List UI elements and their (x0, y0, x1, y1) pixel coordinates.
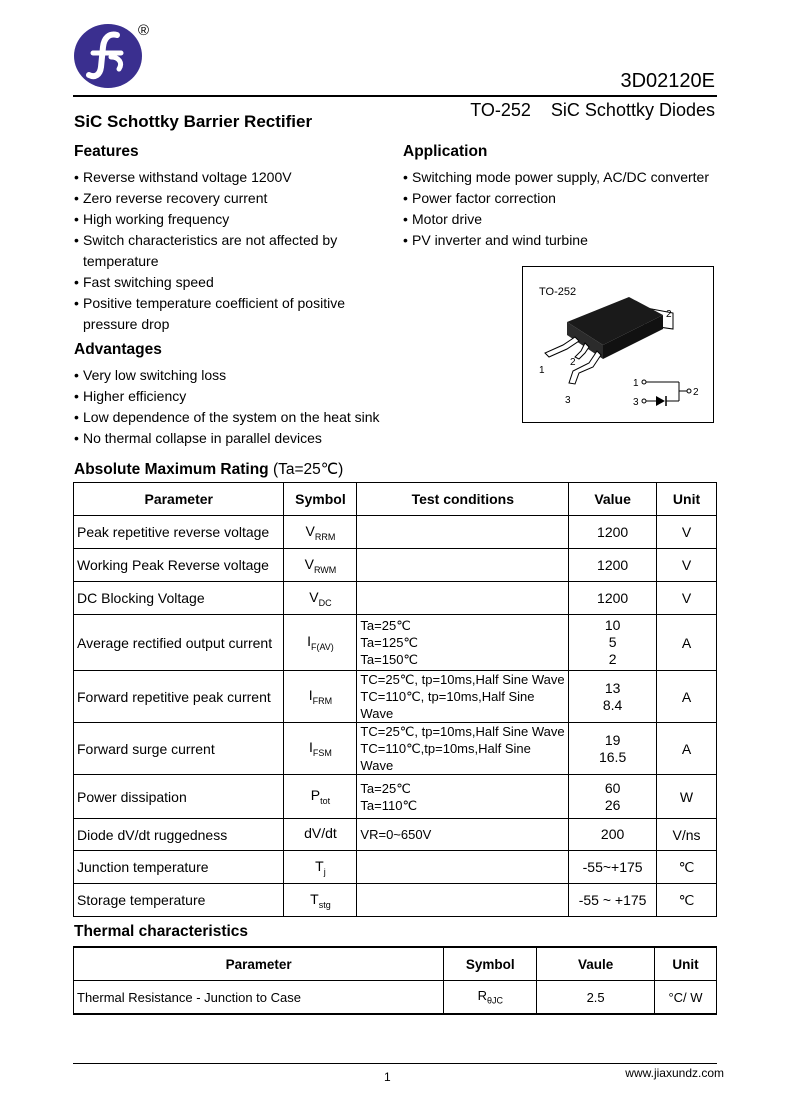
unit-cell: A (657, 671, 717, 723)
param-cell: Power dissipation (74, 775, 284, 819)
list-item: • No thermal collapse in parallel devices (74, 428, 404, 449)
svg-text:3: 3 (633, 397, 639, 408)
unit-cell: W (657, 775, 717, 819)
symbol-cell: dV/dt (284, 819, 357, 851)
param-cell: Peak repetitive reverse voltage (74, 516, 284, 549)
table-row (74, 851, 717, 884)
table-row (74, 981, 717, 1015)
test-conditions-cell: VR=0~650V (357, 819, 569, 851)
value-cell: 13 8.4 (569, 671, 657, 723)
package-title: TO-252 SiC Schottky Diodes (470, 100, 715, 120)
unit-cell: °C/ W (655, 981, 717, 1015)
test-conditions-cell (357, 549, 569, 582)
col-header: Vaule (537, 947, 655, 981)
value-cell: 2.5 (537, 981, 655, 1015)
test-conditions-cell (357, 884, 569, 917)
symbol-cell: $R_{\theta JC}$ (444, 981, 537, 1015)
svg-text:2: 2 (570, 357, 576, 368)
test-conditions-cell: TC=25℃, tp=10ms,Half Sine Wave TC=110℃, tp=10ms,Half Sine Wave (357, 671, 569, 723)
param-cell: DC Blocking Voltage (74, 582, 284, 615)
col-header: Value (569, 483, 657, 516)
param-cell: Thermal Resistance - Junction to Case (74, 981, 444, 1015)
param-cell: Junction temperature (74, 851, 284, 884)
symbol-cell: $V_{RRM}$ (284, 516, 357, 549)
test-conditions-cell: TC=25℃, tp=10ms,Half Sine Wave TC=110℃,tp=10ms,Half Sine Wave (357, 723, 569, 775)
unit-cell: ℃ (657, 884, 717, 917)
symbol-cell: $T_j$ (284, 851, 357, 884)
test-conditions-cell (357, 582, 569, 615)
package-illustration (522, 266, 714, 423)
list-item: • Reverse withstand voltage 1200V (74, 167, 404, 188)
symbol-cell: $T_{stg}$ (284, 884, 357, 917)
value-cell: 60 26 (569, 775, 657, 819)
col-header: Parameter (74, 947, 444, 981)
amr-title: Absolute Maximum Rating (Ta=25℃) (74, 461, 344, 478)
list-item: • Zero reverse recovery current (74, 188, 404, 209)
test-conditions-cell: Ta=25℃ Ta=110℃ (357, 775, 569, 819)
page-number: 1 (384, 1070, 391, 1084)
package-label: TO-252 (539, 286, 577, 298)
table-row (74, 549, 717, 582)
symbol-cell: $P_{tot}$ (284, 775, 357, 819)
value-cell: -55~+175 (569, 851, 657, 884)
list-item: • Switch characteristics are not affected by temperature (74, 230, 343, 272)
thermal-title: Thermal characteristics (74, 923, 249, 940)
col-header: Unit (655, 947, 717, 981)
value-cell: 200 (569, 819, 657, 851)
value-cell: 19 16.5 (569, 723, 657, 775)
table-row (74, 582, 717, 615)
table-row (74, 819, 717, 851)
svg-text:3: 3 (565, 395, 571, 406)
advantages-heading: Advantages (74, 341, 162, 358)
table-header-row (74, 947, 717, 981)
list-item: • Switching mode power supply, AC/DC converter (403, 167, 723, 188)
website-link[interactable]: www.jiaxundz.com (625, 1066, 724, 1080)
test-conditions-cell: Ta=25℃ Ta=125℃ Ta=150℃ (357, 615, 569, 671)
col-header: Symbol (444, 947, 537, 981)
unit-cell: V (657, 549, 717, 582)
test-conditions-cell (357, 851, 569, 884)
unit-cell: V (657, 582, 717, 615)
list-item: • Fast switching speed (74, 272, 404, 293)
param-cell: Storage temperature (74, 884, 284, 917)
advantages-list (74, 365, 404, 449)
list-item: • Higher efficiency (74, 386, 404, 407)
table-row (74, 775, 717, 819)
col-header: Parameter (74, 483, 284, 516)
value-cell: 1200 (569, 516, 657, 549)
svg-text:1: 1 (633, 378, 639, 389)
symbol-cell: $I_{FSM}$ (284, 723, 357, 775)
symbol-cell: $I_{FRM}$ (284, 671, 357, 723)
unit-cell: V/ns (657, 819, 717, 851)
thermal-table (73, 946, 717, 1015)
document-title: SiC Schottky Barrier Rectifier (74, 112, 313, 131)
list-item: • Low dependence of the system on the heat sink (74, 407, 404, 428)
col-header: Symbol (284, 483, 357, 516)
symbol-cell: $V_{RWM}$ (284, 549, 357, 582)
table-row (74, 723, 717, 775)
svg-text:2: 2 (693, 387, 699, 398)
table-row (74, 615, 717, 671)
param-cell: Forward repetitive peak current (74, 671, 284, 723)
header-rule (73, 95, 717, 97)
svg-text:1: 1 (539, 365, 545, 376)
col-header: Unit (657, 483, 717, 516)
table-row (74, 671, 717, 723)
features-list (74, 167, 404, 335)
value-cell: -55 ~ +175 (569, 884, 657, 917)
param-cell: Average rectified output current (74, 615, 284, 671)
symbol-cell: $I_{F(AV)}$ (284, 615, 357, 671)
table-row (74, 516, 717, 549)
unit-cell: A (657, 615, 717, 671)
absolute-maximum-rating-table (73, 482, 717, 917)
list-item: • PV inverter and wind turbine (403, 230, 723, 251)
unit-cell: V (657, 516, 717, 549)
param-cell: Forward surge current (74, 723, 284, 775)
unit-cell: ℃ (657, 851, 717, 884)
unit-cell: A (657, 723, 717, 775)
value-cell: 1200 (569, 582, 657, 615)
list-item: • Power factor correction (403, 188, 723, 209)
list-item: • Positive temperature coefficient of positive pressure drop (74, 293, 358, 335)
footer-rule (73, 1063, 717, 1064)
list-item: • High working frequency (74, 209, 404, 230)
svg-text:2: 2 (666, 309, 672, 320)
table-row (74, 884, 717, 917)
param-cell: Working Peak Reverse voltage (74, 549, 284, 582)
list-item: • Motor drive (403, 209, 723, 230)
features-heading: Features (74, 143, 139, 160)
part-number: 3D02120E (620, 70, 715, 92)
application-heading: Application (403, 143, 488, 160)
value-cell: 10 5 2 (569, 615, 657, 671)
value-cell: 1200 (569, 549, 657, 582)
col-header: Test conditions (357, 483, 569, 516)
company-logo (73, 23, 143, 89)
param-cell: Diode dV/dt ruggedness (74, 819, 284, 851)
registered-mark: ® (138, 22, 150, 39)
test-conditions-cell (357, 516, 569, 549)
symbol-cell: $V_{DC}$ (284, 582, 357, 615)
list-item: • Very low switching loss (74, 365, 404, 386)
application-list (403, 167, 723, 251)
to252-package-icon (523, 267, 712, 421)
table-header-row (74, 483, 717, 516)
